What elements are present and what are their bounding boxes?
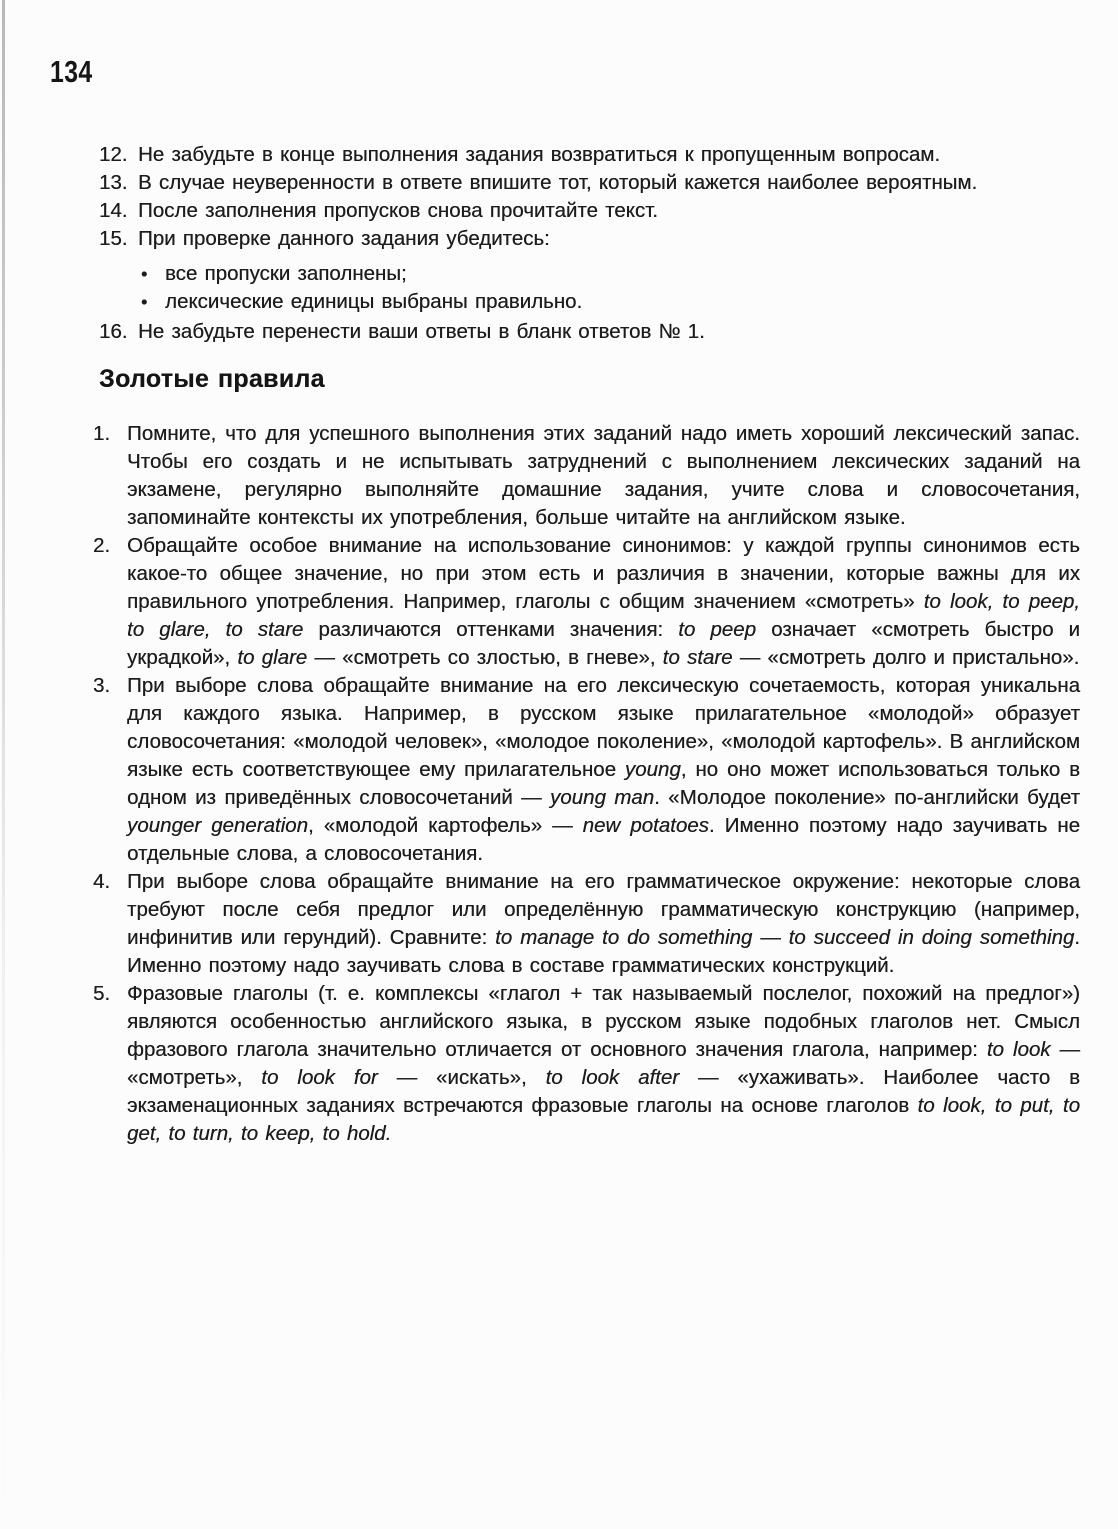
rule-text: Помните, что для успешного выполнения этих заданий надо иметь хороший лексический запас. Чтобы его создать и не испытывать затруднений с выполнением лексических заданий на экзамене, регулярно выполняйте домашние задания, учите слова и словосочетания, запоминайте контексты их употребления, больше читайте на английском языке. [127,422,1080,529]
item-number: 12. [99,143,128,166]
rule-number: 3. [93,674,111,697]
instruction-item-15 [99,225,1080,253]
bullet-item [141,260,1080,288]
instructions-list [99,141,1080,346]
rule-text: При выборе слова обращайте внимание на его лексическую сочетаемость, которая уникальна для каждого языка. Например, в русском языке прилагательное «молодой» образует словосочетания: «молодой человек», «молодое поколение», «молодой картофель». В английском языке есть соответствующее ему прилагательное young, но оно может использоваться только в одном из приведённых словосочетаний — young man. «Молодое поколение» по-английски будет younger generation, «молодой картофель» — new potatoes. Именно поэтому надо заучивать не отдельные слова, а словосочетания. [127,674,1081,865]
instruction-item-13 [99,169,1080,197]
item-number: 13. [99,171,128,194]
page-number: 134 [50,54,93,89]
bullet-item [141,288,1080,316]
bullet-icon: • [141,292,148,312]
rule-number: 5. [93,982,111,1005]
item-text: Не забудьте перенести ваши ответы в бланк ответов № 1. [138,320,705,343]
bullet-list [99,260,1080,316]
item-text: В случае неуверенности в ответе впишите тот, который кажется наиболее вероятным. [138,171,978,194]
item-number: 14. [99,199,128,222]
scanner-edge-line [2,0,5,1529]
rules-list [93,420,1080,1148]
rule-number: 4. [93,870,111,893]
rule-number: 2. [93,534,111,557]
instruction-item-14 [99,197,1080,225]
bullet-icon: • [141,264,148,284]
rule-text: При выборе слова обращайте внимание на его грамматическое окружение: некоторые слова требуют после себя предлог или определённую грамматическую конструкцию (например, инфинитив или герундий). Сравните: to manage to do something — to succeed in doing something. Именно поэтому надо заучивать слова в составе грамматических конструкций. [127,870,1080,977]
rule-text: Обращайте особое внимание на использование синонимов: у каждой группы синонимов есть какое-то общее значение, но при этом есть и различия в значении, которые важны для их правильного употребления. Например, глаголы с общим значением «смотреть» to look, to peep, to glare, to stare различаются оттенками значения: to peep означает «смотреть быстро и украдкой», to glare — «смотреть со злостью, в гневе», to stare — «смотреть долго и пристально». [127,534,1081,669]
rule-item-1 [93,420,1080,532]
instruction-item-16 [99,318,1080,346]
item-text: Не забудьте в конце выполнения задания возвратиться к пропущенным вопросам. [138,143,941,166]
item-text: После заполнения пропусков снова прочитайте текст. [138,199,658,222]
rule-item-2 [93,532,1080,672]
bullet-text: все пропуски заполнены; [165,262,407,285]
instruction-item-12 [99,141,1080,169]
bullet-text: лексические единицы выбраны правильно. [165,290,583,313]
item-number: 16. [99,320,128,343]
item-number: 15. [99,227,128,250]
rule-item-3 [93,672,1080,868]
rule-item-4 [93,868,1080,980]
section-heading: Золотые правила [99,365,325,393]
rule-number: 1. [93,422,111,445]
rule-text: Фразовые глаголы (т. е. комплексы «глагол + так называемый послелог, похожий на предлог») являются особенностью английского языка, в русском языке подобных глаголов нет. Смысл фразового глагола значительно отличается от основного значения глагола, например: to look — «смотреть», to look for — «искать», to look after — «ухаживать». Наиболее часто в экзаменационных заданиях встречаются фразовые глаголы на основе глаголов to look, to put, to get, to turn, to keep, to hold. [127,982,1080,1145]
item-text: При проверке данного задания убедитесь: [138,227,550,250]
page-content [93,141,1081,1148]
rule-item-5 [93,980,1080,1148]
